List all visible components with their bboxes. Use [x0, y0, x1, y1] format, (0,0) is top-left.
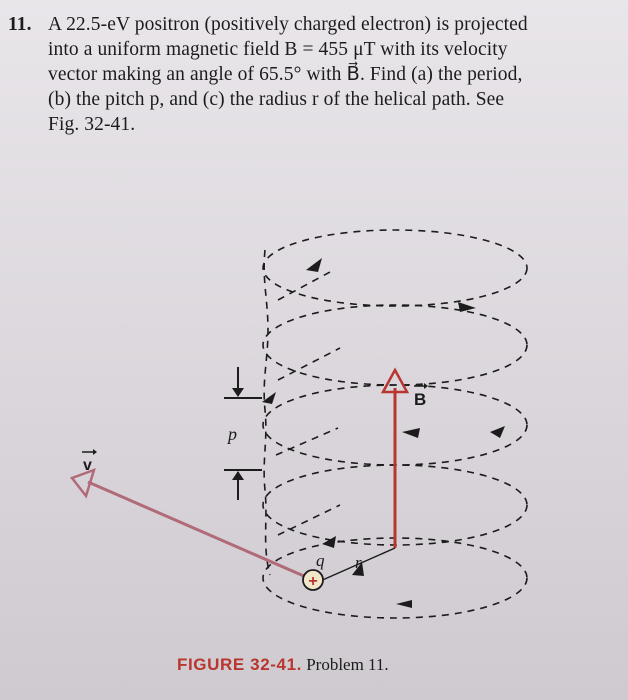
- helix-turn-2: [263, 305, 527, 385]
- label-plus: +: [308, 573, 318, 590]
- label-q: q: [316, 551, 325, 570]
- problem-line-1: A 22.5-eV positron (positively charged electron) is projected: [48, 14, 528, 35]
- helix-strand-left-2: [276, 272, 340, 535]
- problem-line-5: Fig. 32-41.: [48, 114, 136, 135]
- label-p: p: [228, 424, 237, 444]
- arrow-7: [396, 600, 412, 608]
- label-v: v: [83, 457, 92, 474]
- positron-particle: [303, 551, 325, 590]
- problem-line-4: (b) the pitch p, and (c) the radius r of the helical path. See: [48, 89, 505, 110]
- label-r: r: [355, 553, 362, 572]
- caption-label: FIGURE 32-41.: [177, 655, 302, 674]
- helix-turn-1: [263, 230, 527, 306]
- pitch-marker: [224, 367, 262, 500]
- arrow-1: [306, 258, 322, 272]
- radius-r: [318, 548, 395, 582]
- problem-line-3: vector making an angle of 65.5° with B⃗. Find (a) the period,: [48, 64, 523, 85]
- figure-caption: [177, 655, 389, 675]
- arrow-4: [402, 428, 420, 438]
- arrow-5: [490, 426, 505, 438]
- arrow-2: [458, 302, 476, 312]
- path-direction-arrows: [262, 258, 505, 608]
- problem-number: 11.: [8, 14, 32, 35]
- problem-line-2: into a uniform magnetic field B = 455 μT with its velocity: [48, 39, 508, 60]
- label-B: B: [414, 390, 427, 409]
- field-vector-B: [383, 370, 428, 548]
- arrow-6: [322, 536, 336, 548]
- caption-text: Problem 11.: [306, 655, 389, 674]
